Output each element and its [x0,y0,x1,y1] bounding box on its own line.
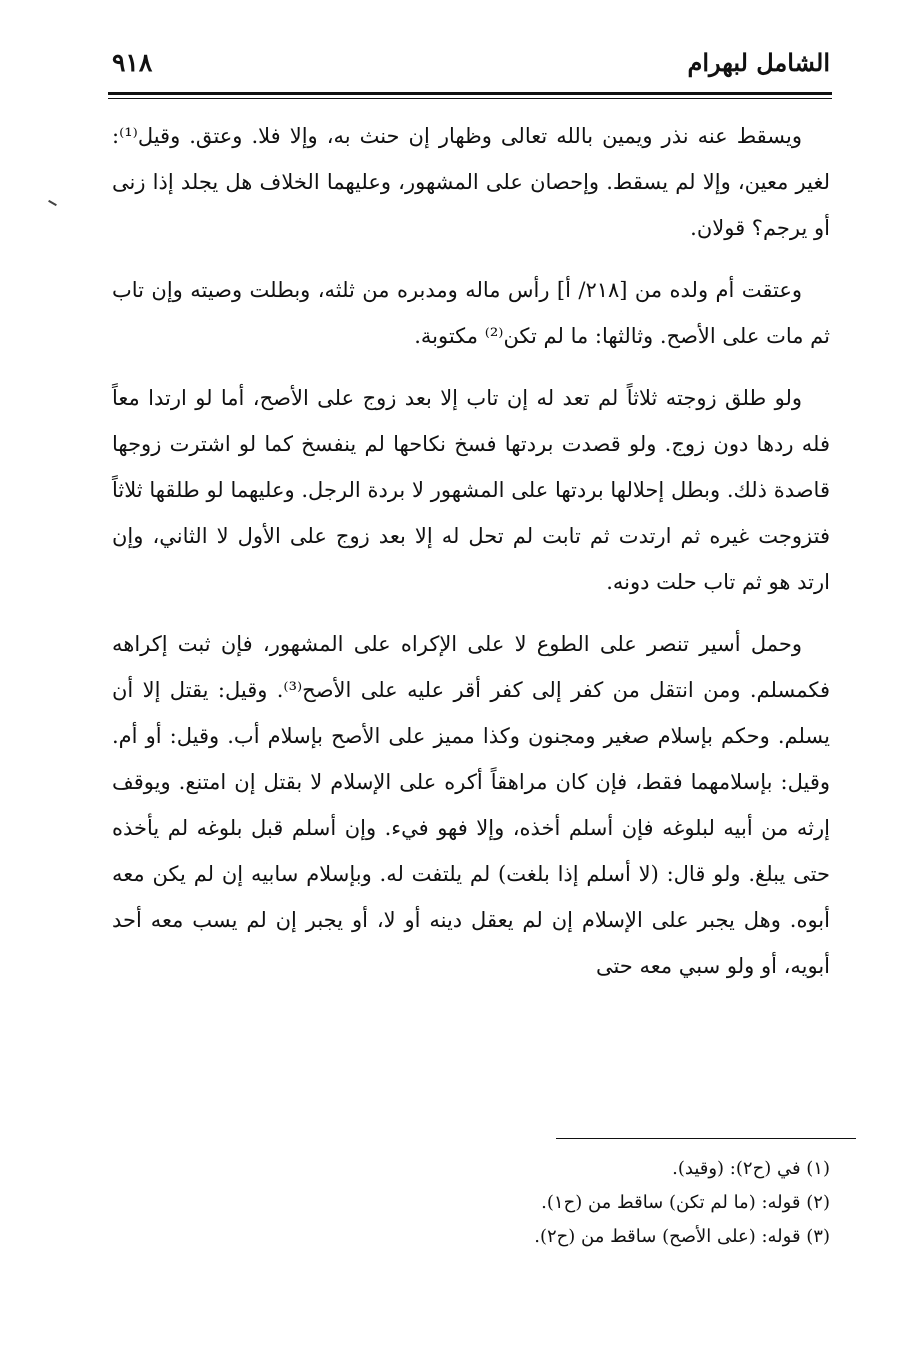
paragraph: وعتقت أم ولده من [٢١٨/ أ] رأس ماله ومدبره من ثلثه، وبطلت وصيته وإن تاب ثم مات على الأصح. وثالثها: ما لم تكن⁽²⁾ مكتوبة. [112,278,830,348]
footnotes [112,1152,830,1254]
header-rule-thick [108,92,832,95]
footnote: (١) في (ح٢): (وقيد). [672,1158,830,1179]
footnote: (٢) قوله: (ما لم تكن) ساقط من (ح١). [541,1192,830,1213]
main-text [112,113,830,1005]
paragraph: وحمل أسير تنصر على الطوع لا على الإكراه على المشهور، فإن ثبت إكراهه فكمسلم. ومن انتقل من كفر إلى كفر أقر عليه على الأصح⁽³⁾. وقيل: يقتل إلا أن يسلم. وحكم بإسلام صغير ومجنون وكذا مميز على الأصح بإسلام أب. وقيل: أو أم. وقيل: بإسلامهما فقط، فإن كان مراهقاً أكره على الإسلام لا بقتل إن امتنع. ويوقف إرثه من أبيه لبلوغه فإن أسلم أخذه، وإلا فهو فيء. وإن أسلم قبل بلوغه لم يأخذه حتى يبلغ. ولو قال: (لا أسلم إذا بلغت) لم يلتفت له. وبإسلام سابيه إن لم يكن معه أبوه. وهل يجبر على الإسلام إن لم يعقل دينه أو لا، أو يجبر إن لم يسب معه أحد أبويه، أو ولو سبي معه حتى [112,632,830,978]
page-number: ٩١٨ [112,48,153,77]
footnote: (٣) قوله: (على الأصح) ساقط من (ح٢). [534,1226,830,1247]
scan-mark [48,200,57,206]
header-rule-thin [108,98,832,99]
paragraph: ويسقط عنه نذر ويمين بالله تعالى وظهار إن حنث به، وإلا فلا. وعتق. وقيل⁽¹⁾: لغير معين، وإلا لم يسقط. وإحصان على المشهور، وعليهما الخلاف هل يجلد إذا زنى أو يرجم؟ قولان. [112,124,830,240]
page-header [112,48,830,88]
paragraph: ولو طلق زوجته ثلاثاً لم تعد له إن تاب إلا بعد زوج على الأصح، أما لو ارتدا معاً فله ردها دون زوج. ولو قصدت بردتها فسخ نكاحها لم ينفسخ كما لو اشترت زوجها قاصدة ذلك. وبطل إحلالها بردتها على المشهور لا بردة الرجل. وعليهما لو طلقها ثلاثاً فتزوجت غيره ثم ارتدت ثم تابت لم تحل له إلا بعد زوج على الأول لا الثاني، وإن ارتد هو ثم تاب حلت دونه. [112,386,830,594]
footnote-separator [556,1138,856,1139]
running-title: الشامل لبهرام [687,48,830,77]
